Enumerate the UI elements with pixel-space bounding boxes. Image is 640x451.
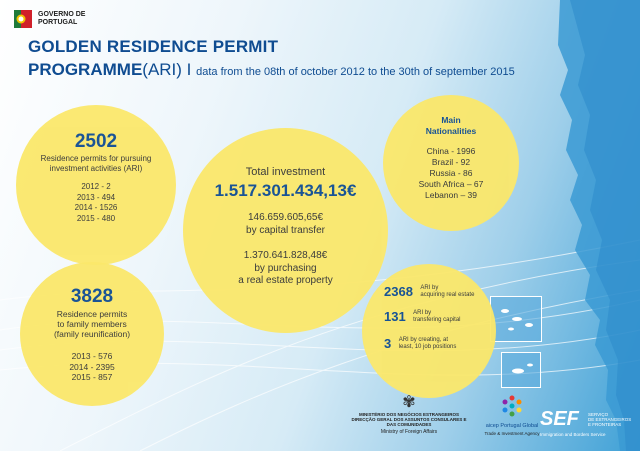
mne-logo: [349, 392, 469, 435]
family-desc-line: (family reunification): [53, 329, 131, 339]
ari-capital-row: [384, 308, 461, 326]
family-permits-circle: [20, 262, 164, 406]
total-investment-value: 1.517.301.434,13€: [214, 181, 357, 200]
family-desc-line: Residence permits: [56, 309, 128, 319]
aicep-caption: Trade & Investment Agency: [484, 431, 540, 436]
mne-text: MINISTÉRIO DOS NEGÓCIOS ESTRANGEIROS DIRECÇÃO GERAL DOS ASSUNTOS CONSULARES E DAS COMUNIDADES: [351, 412, 467, 427]
real-estate-label: by purchasing: [254, 262, 317, 274]
residence-permits-description: Residence permits for pursuing investment activities (ARI): [40, 154, 152, 173]
real-estate-amount: 1.370.641.828,48€: [243, 250, 328, 261]
nationalities-circle: [383, 95, 519, 231]
sef-wordmark: SEF: [540, 408, 579, 430]
capital-transfer-label: by capital transfer: [246, 224, 325, 236]
ari-real-estate-row: [384, 283, 474, 301]
ari-jobs-text: ARI by creating, at least, 10 job positions: [398, 336, 457, 350]
residence-year-item: 2012 - 2: [81, 182, 111, 191]
page-title-line2: [28, 60, 515, 80]
nationalities-list: [383, 146, 519, 201]
sef-logo: [540, 408, 640, 437]
sef-caption: Immigration and Borders Service: [540, 432, 606, 437]
nationality-item: China - 1996: [426, 146, 476, 156]
footer-logos: [340, 392, 640, 451]
ari-capital-count: 131: [384, 309, 406, 324]
family-year-item: 2015 - 857: [71, 372, 113, 382]
ari-jobs-count: 3: [384, 336, 392, 351]
ari-jobs-row: [384, 335, 456, 353]
residence-permits-years: [16, 182, 176, 224]
nationalities-heading-line: Nationalities: [425, 125, 477, 136]
portugal-shield-icon: [14, 10, 32, 28]
ari-real-estate-text: ARI by acquiring real estate: [420, 284, 475, 298]
family-year-item: 2013 - 576: [71, 351, 113, 361]
aicep-name: aicep Portugal Global: [485, 423, 539, 429]
residence-year-item: 2013 - 494: [76, 192, 116, 202]
aicep-logo: [480, 394, 544, 436]
ari-real-estate-count: 2368: [384, 284, 413, 299]
ari-capital-text: ARI by transfering capital: [413, 309, 461, 323]
residence-year-item: 2015 - 480: [76, 213, 116, 223]
nationalities-heading-line: Main: [441, 115, 461, 125]
real-estate-label: a real estate property: [238, 275, 333, 286]
page-title-line1: GOLDEN RESIDENCE PERMIT: [28, 37, 279, 56]
government-logo-text: GOVERNO DE PORTUGAL: [38, 11, 86, 26]
family-permits-description: [32, 309, 152, 339]
azores-islands-inset: [490, 296, 542, 342]
family-permits-count: 3828: [70, 286, 114, 307]
government-logo: [14, 10, 108, 28]
title-date-range: data from the 08th of october 2012 to the 30th of september 2015: [196, 66, 515, 78]
family-year-item: 2014 - 2395: [69, 361, 115, 372]
residence-year-item: 2014 - 1526: [74, 203, 118, 212]
title-ari: (ARI) I: [142, 60, 192, 79]
residence-permits-circle: [16, 105, 176, 265]
nationality-item: South Africa – 67: [418, 179, 484, 189]
residence-permits-count: 2502: [74, 131, 118, 152]
total-investment-label: Total investment: [245, 166, 326, 178]
sef-name-lines: SERVIÇO DE ESTRANGEIROS E FRONTEIRAS: [588, 412, 632, 427]
madeira-islands-inset: [501, 352, 541, 388]
ari-breakdown-circle: [362, 264, 496, 398]
family-permits-years: [20, 351, 164, 383]
nationality-item: Lebanon – 39: [425, 190, 477, 200]
aicep-dots-icon: [500, 394, 524, 418]
nationality-item: Russia - 86: [429, 168, 473, 178]
title-programme: PROGRAMME: [28, 60, 143, 79]
total-investment-circle: [183, 128, 388, 333]
nationality-item: Brazil - 92: [431, 157, 471, 167]
mne-caption: Ministry of Foreign Affairs: [380, 429, 438, 435]
capital-transfer-block: [183, 212, 388, 237]
capital-transfer-amount: 146.659.605,65€: [247, 212, 324, 223]
nationalities-heading: [383, 115, 519, 136]
real-estate-block: [183, 250, 388, 288]
coat-of-arms-icon: ✾: [402, 394, 416, 411]
family-desc-line: to family members: [57, 319, 127, 329]
